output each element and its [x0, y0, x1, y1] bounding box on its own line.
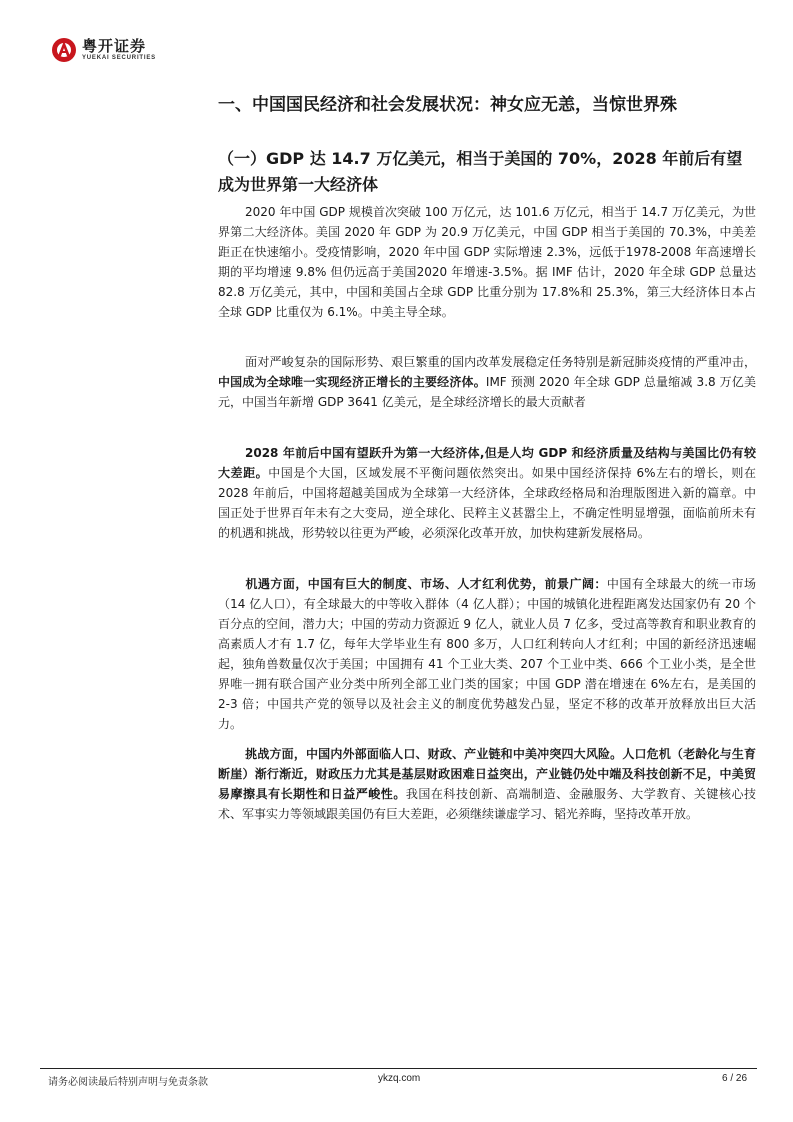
- paragraph-2028-outlook: 2028 年前后中国有望跃升为第一大经济体,但是人均 GDP 和经济质量及结构与美国比仍有较大差距。中国是个大国，区域发展不平衡问题依然突出。如果中国经济保持 6%左右的增长，则在 2028 年前后，中国将超越美国成为全球第一大经济体，全球政经格局和治理版图进入新的篇章。中国正处于世界百年未有之大变局，逆全球化、民粹主义甚嚣尘上，不确定性明显增强，面临前所未有的机遇和挑战，形势较以往更为严峻，必须深化改革开放，加快构建新发展格局。: [218, 446, 756, 540]
- footer-divider: [40, 1068, 757, 1069]
- section-heading: 一、中国国民经济和社会发展状况：神女应无恙，当惊世界殊: [218, 95, 677, 115]
- brand-name-cn: 粤开证券: [82, 37, 147, 55]
- paragraph-gdp-overview: 2020 年中国 GDP 规模首次突破 100 万亿元，达 101.6 万亿元，相当于 14.7 万亿美元，为世界第二大经济体。美国 2020 年 GDP 为 20.9 万亿美元，中国 GDP 相当于美国的 70.3%，中美差距正在快速缩小。受疫情影响，2020 年中国 GDP 实际增速 2.3%，远低于1978-2008 年高速增长期的平均增速 9.8% 但仍远高于美国2020 年增速-3.5%。据 IMF 估计，2020 年全球 GDP 总量达 82.8 万亿美元，其中，中国和美国占全球 GDP 比重分别为 17.8%和 25.3%，第三大经济体日本占全球 GDP 比重仅为 6.1%。中美主导全球。: [218, 205, 756, 319]
- paragraph-opportunities: 机遇方面，中国有巨大的制度、市场、人才红利优势，前景广阔：中国有全球最大的统一市场（14 亿人口），有全球最大的中等收入群体（4 亿人群）；中国的城镇化进程距离发达国家仍有 20 个百分点的空间，潜力大；中国的劳动力资源近 9 亿人，就业人员 7 亿多，受过高等教育和职业教育的高素质人才有 1.7 亿，每年大学毕业生有 800 多万，人口红利转向人才红利；中国的新经济迅速崛起，独角兽数量仅次于美国；中国拥有 41 个工业大类、207 个工业中类、666 个工业小类，是全世界唯一拥有联合国产业分类中所列全部工业门类的国家；中国 GDP 潜在增速在 6%左右，是美国的 2-3 倍；中国共产党的领导以及社会主义的制度优势越发凸显，坚定不移的改革开放释放出巨大活力。: [218, 577, 756, 731]
- subsection-heading: （一）GDP 达 14.7 万亿美元，相当于美国的 70%，2028 年前后有望成为世界第一大经济体: [218, 149, 743, 194]
- paragraph-pandemic-impact: 面对严峻复杂的国际形势、艰巨繁重的国内改革发展稳定任务特别是新冠肺炎疫情的严重冲击，中国成为全球唯一实现经济正增长的主要经济体。IMF 预测 2020 年全球 GDP 总量缩减 3.8 万亿美元，中国当年新增 GDP 3641 亿美元，是全球经济增长的最大贡献者: [218, 355, 756, 409]
- yuekai-logo-icon: [51, 36, 77, 64]
- brand-name-en: YUEKAI SECURITIES: [82, 55, 156, 61]
- footer-disclaimer: 请务必阅读最后特别声明与免责条款: [48, 1077, 208, 1088]
- footer-page-number: 6 / 26: [722, 1073, 748, 1084]
- brand-logo: [51, 36, 156, 64]
- footer-website: ykzq.com: [378, 1073, 421, 1084]
- paragraph-challenges: 挑战方面，中国内外部面临人口、财政、产业链和中美冲突四大风险。人口危机（老龄化与生育断崖）渐行渐近，财政压力尤其是基层财政困难日益突出，产业链仍处中端及科技创新不足，中美贸易摩擦具有长期性和日益严峻性。我国在科技创新、高端制造、金融服务、大学教育、关键核心技术、军事实力等领域跟美国仍有巨大差距，必须继续谦虚学习、韬光养晦，坚持改革开放。: [218, 747, 756, 821]
